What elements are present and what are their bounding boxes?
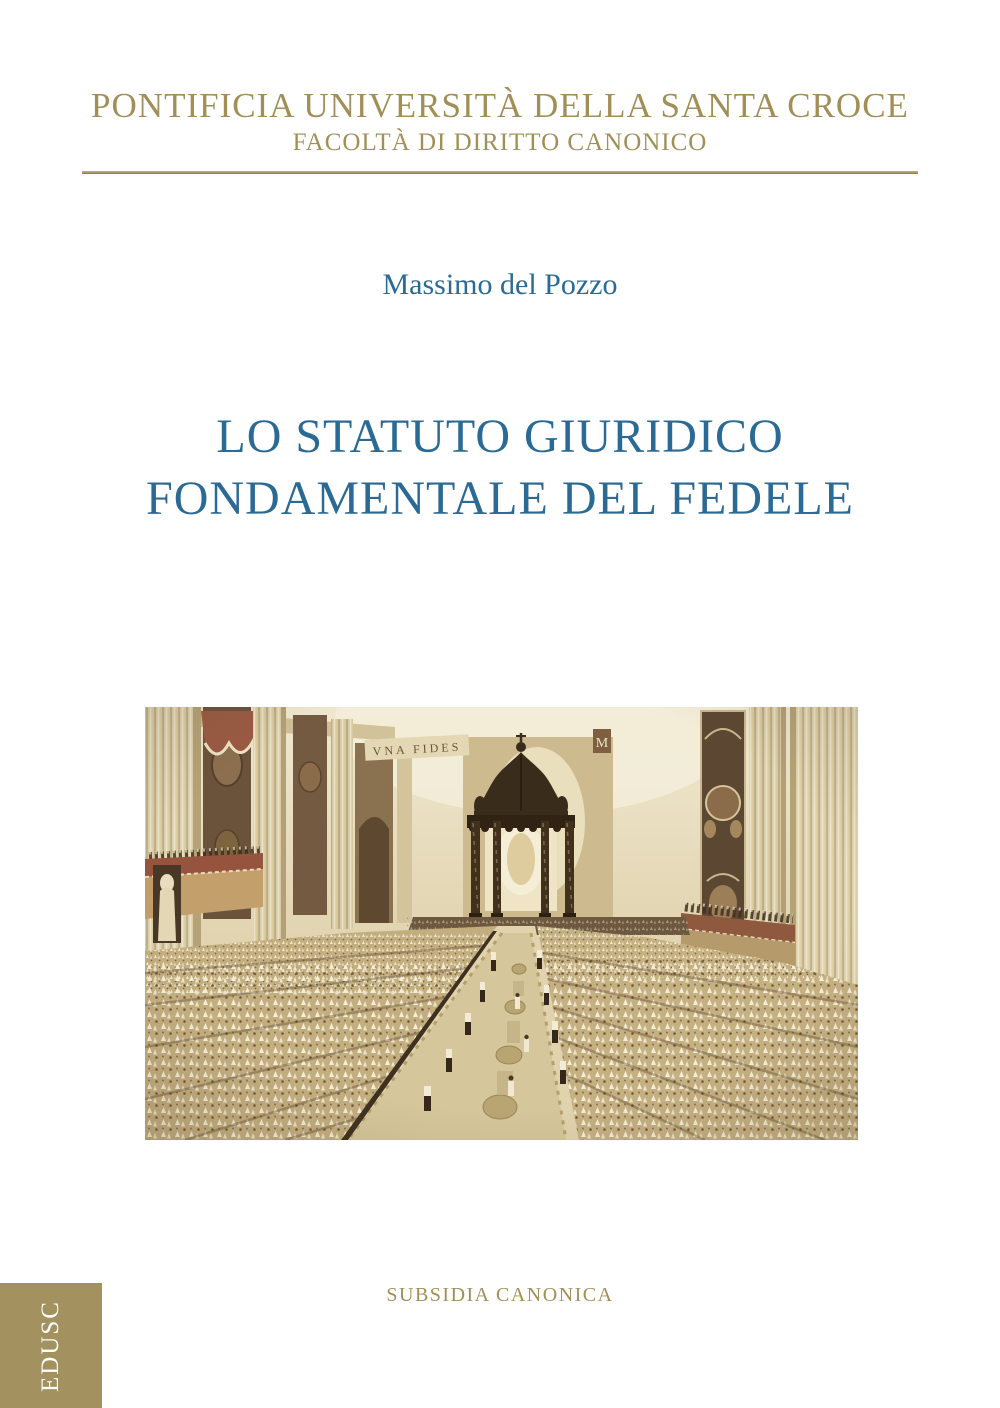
publisher-name: EDUSC xyxy=(37,1299,64,1392)
series-name: SUBSIDIA CANONICA xyxy=(386,1284,614,1306)
cover-photo xyxy=(145,707,858,1140)
photo-vignette xyxy=(145,707,858,1140)
book-title-line2: FONDAMENTALE DEL FEDELE xyxy=(146,472,854,525)
university-name: PONTIFICIA UNIVERSITÀ DELLA SANTA CROCE xyxy=(91,86,909,125)
book-title-line1: LO STATUTO GIURIDICO xyxy=(216,410,784,463)
author-name: Massimo del Pozzo xyxy=(382,268,618,301)
header-divider xyxy=(82,171,918,174)
faculty-name: FACOLTÀ DI DIRITTO CANONICO xyxy=(292,129,708,156)
publisher-bar xyxy=(0,1283,102,1408)
book-title xyxy=(0,406,1000,530)
